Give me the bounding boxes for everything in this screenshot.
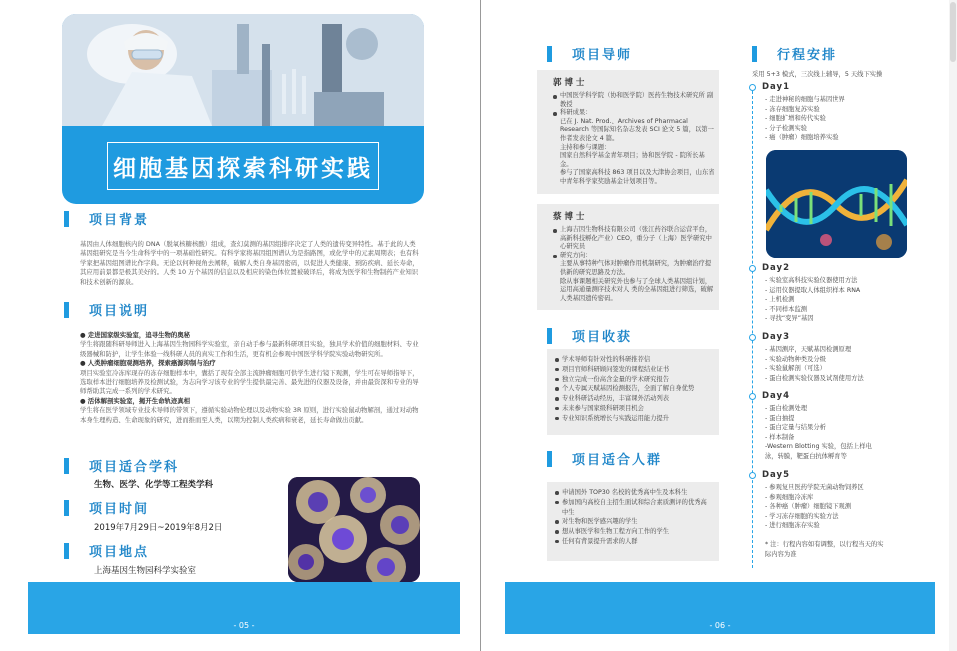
day4-label: Day4: [762, 391, 790, 401]
heading-bar: [547, 451, 552, 467]
footer-bar: [28, 582, 460, 634]
day3-items: - 基因测序，天赋基因检测原理 - 实验动物种类及分级 - 实验鼠解剖（可选） - 蛋白检测实验仪器及试剂使用方法: [765, 346, 864, 382]
timeline-dot: [749, 472, 756, 479]
crowd-item: 想从事医学和生物工程方向工作的学生: [555, 527, 713, 537]
timeline-line: [752, 86, 753, 568]
day5-items: - 参观复旦医药学院无菌动物饲养区 - 参观细胞冷冻库 - 各种癌（肿瘤）细胞镜下观测 - 学习冻存细胞的实验方法 - 进行细胞冻存实验: [765, 484, 864, 530]
vertical-scrollbar[interactable]: [949, 0, 957, 651]
gain-item: 独立完成一份高含金量的学术研究报告: [555, 375, 713, 385]
page-number: - 06 -: [709, 621, 731, 630]
crowd-item: 对生物和医学感兴趣的学生: [555, 517, 713, 527]
hero-title-frame: [107, 142, 379, 190]
place-text: 上海基因生物园科学实验室: [94, 566, 197, 576]
heading-bar: [752, 46, 757, 62]
mentor1-item: 中国医学科学院（协和医学院）医药生物技术研究所 副教授: [553, 92, 717, 109]
heading-bar: [64, 543, 69, 559]
subject-text: 生物、医学、化学等工程类学科: [94, 480, 214, 490]
mentor1-item: 科研成果： 已在 J. Nat. Prod.、Archives of Pharmacal Research 等国际知名杂志发表 SCI 论文 5 篇，以第一作者发表论文 4 篇。 主持和参与课题： 国家自然科学基金青年项目；协和医学院 - 院所长基金。 参与了国家高科技 863 项目以及大津协会项目，山东省中青年科学家奖励基金计划项目等。: [553, 109, 717, 186]
day1-items: - 走进神秘的细胞与基因世界 - 冻存细胞复苏实验 - 细胞扩增和传代实验 - 分子检测实验 - 癌（肿瘤）细胞培养实验: [765, 96, 845, 142]
gain-item: 专业科研活动经历，丰富课外活动列表: [555, 394, 713, 404]
gain-item: 未来参与国家级科研项目机会: [555, 404, 713, 414]
timeline-dot: [749, 84, 756, 91]
schedule-intro: 采用 5+3 模式，三次线上辅导，5 天线下实操: [752, 71, 883, 78]
mentor2-item: 上海吉因生物科技有限公司（张江药谷联合运营平台，高新科技孵化产业）CEO，重分子（上海）医学研究中心研究员: [553, 226, 717, 252]
dna-image: [766, 150, 907, 258]
desc-item-body: 学生将跟随科研导师进入上海基因生物园科学实验室，亲自动手参与最新科研项目实验，独具学术价值的细胞材料、专业级器械和防护，让学生体验一线科研人员的真实工作和生活，更有机会参观中国医学科学院实验动物研究所。: [80, 340, 419, 358]
desc-item-body: 项目实验室冷冻库现存的冻存细胞样本中，囊括了现有全部主流肿瘤细胞可供学生进行镜下观测，学生可在导师指导下，选取样本进行细胞培养及检测试验，为志向学习该专业的学生提供最完善、最先进的仪器及设备，并由最资深和专业的导师帮助其完成一系列的学术研究。: [80, 368, 419, 396]
background-heading: 项目背景: [64, 209, 149, 228]
desc-item-title: ● 走进国家级实验室，追寻生物的奥秘: [80, 331, 191, 339]
gain-item: 专业知识系统增长与实践运用能力提升: [555, 414, 713, 424]
gain-item: 个人专属天赋基因检测报告，全面了解自身优势: [555, 384, 713, 394]
mentor2-content: [553, 210, 717, 303]
mentor2-name: 蔡 博 士: [553, 212, 585, 222]
crowd-item: 参加国内高校自主招生面试和综合素质测评的优秀高中生: [555, 498, 713, 518]
gain-item: 学术导师有针对性的科研推荐信: [555, 355, 713, 365]
time-text: 2019年7月29日~2019年8月2日: [94, 523, 223, 533]
heading-bar: [64, 500, 69, 516]
crowd-heading: 项目适合人群: [547, 449, 662, 468]
day1-label: Day1: [762, 82, 790, 92]
timeline-dot: [749, 393, 756, 400]
heading-bar: [547, 328, 552, 344]
background-text: 基因由人体细胞核内的 DNA（脱氧核糖核酸）组成，查幻莫测的基因组排序决定了人类的遗传变异特性。基于此的人类基因组研究是当今生命科学中的一项基础性研究。有科学家将基因组图谱认为是指路图，或化学中的元素周期表；也有科学家把基因组图谱比作字典。无论以何种视角去阐释，破解人类自身基因密码，以促进人类健康、预防疾病、延长寿命，其应用前景都是极其美好的。人类 10 万个基因的信息以及相应的染色体位置被破译后，将成为医学和生物制药产业知识和技术创新的源泉。: [80, 240, 419, 286]
mentor1-name: 郭 博 士: [553, 78, 585, 88]
day5-label: Day5: [762, 470, 790, 480]
lab-photo: [62, 14, 424, 126]
time-heading: 项目时间: [64, 498, 149, 517]
gain-list: [547, 349, 719, 435]
heading-bar: [64, 458, 69, 474]
desc-item-title: ● 人类肿瘤细胞观测培养，探索癌源抑制与治疗: [80, 359, 216, 368]
mentor2-item: 研究方向： 主要从事特种气体对肿瘤作用机制研究，为肿瘤治疗提供新的研究思路及方法。 除从事课题相关研究外也参与了全球人类基因组计划，运用高通量测序技术对人 类的全基因组进行筛选，破解人类基因遗传密码。: [553, 252, 717, 304]
crowd-list: [547, 482, 719, 561]
schedule-note: * 注：行程内容如有调整，以行程当天的实际内容为准: [765, 541, 884, 558]
footer-bar: [505, 582, 935, 634]
description-list: [80, 331, 420, 425]
gain-item: 项目官师科研顾问签发的课程结业证书: [555, 365, 713, 375]
hero-banner: [62, 14, 424, 204]
day3-label: Day3: [762, 332, 790, 342]
mentor-heading: 项目导师: [547, 44, 632, 63]
cells-image: [288, 477, 420, 582]
desc-item-body: 学生将在医学领域专业技术导师的带领下，遵循实验动物伦理以及动物实验 3R 原则，进行实验鼠动物解剖，通过对动物本身生理构造、生命现象的研究，进而推而至人类，以期为控制人类疾病和衰老，延长寿命做出贡献。: [80, 406, 419, 424]
timeline-dot: [749, 265, 756, 272]
crowd-item: 申请国外 TOP30 名校的优秀高中生及本科生: [555, 488, 713, 498]
day4-items: - 蛋白检测处理 - 蛋白抽提 - 蛋白定量与结果分析 - 样本制备 -Western Blotting 实验，包括上样电 泳，转膜，靶蛋白抗体孵育等: [765, 405, 872, 460]
place-heading: 项目地点: [64, 541, 149, 560]
timeline-dot: [749, 334, 756, 341]
schedule-heading: 行程安排: [752, 44, 837, 63]
day2-items: - 实验室高科技实验仪器使用方法 - 运用仪器提取人体组织样本 RNA - 上机检测 - 不同样本监测 - 寻找“变异”基因: [765, 277, 861, 323]
subject-heading: 项目适合学科: [64, 456, 179, 475]
heading-bar: [64, 211, 69, 227]
mentor1-content: [553, 76, 717, 187]
desc-item-title: ● 活体解剖实验室，揭开生命轨迹真相: [80, 396, 191, 405]
page-number: - 05 -: [233, 621, 255, 630]
page-title: 细胞基因探索科研实践: [113, 155, 373, 182]
heading-bar: [547, 46, 552, 62]
scrollbar-thumb[interactable]: [950, 2, 956, 62]
description-heading: 项目说明: [64, 300, 149, 319]
heading-bar: [64, 302, 69, 318]
gain-heading: 项目收获: [547, 326, 632, 345]
crowd-item: 任何有背景提升需求的人群: [555, 537, 713, 547]
day2-label: Day2: [762, 263, 790, 273]
